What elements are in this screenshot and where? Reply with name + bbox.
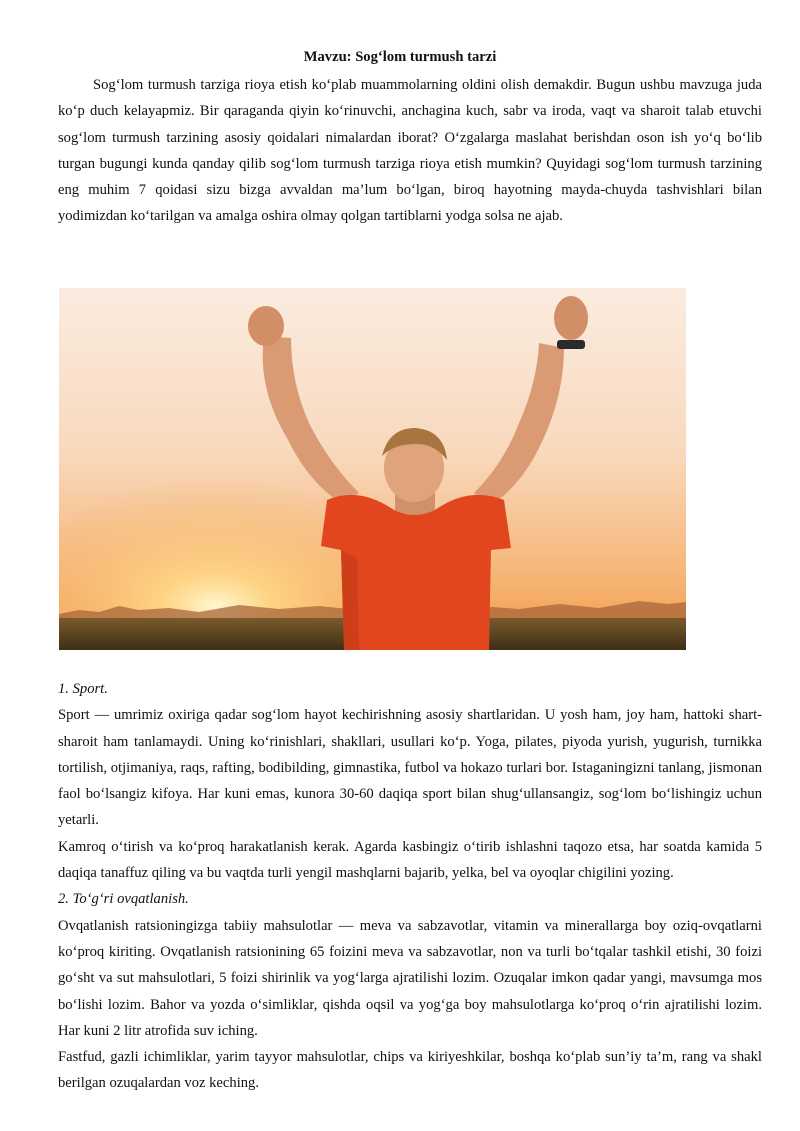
nutrition-paragraph-2: Fastfud, gazli ichimliklar, yarim tayyor mahsulotlar, chips va kiriyeshkilar, boshqa ko‘plab sun’iy ta’m, rang va shakl berilgan ozuqalardan voz keching. [58, 1049, 762, 1092]
document-title: Mavzu: Sog‘lom turmush tarzi [303, 49, 497, 65]
sport-paragraph-1: Sport — umrimiz oxiriga qadar sog‘lom hayot kechirishning asosiy shartlaridan. U yosh ham, joy ham, hattoki shart-sharoit ham tanlamaydi. Uning ko‘rinishlari, shakllari, usullari ko‘p. Yoga, pilates, piyoda yurish, yugurish, turnikka tortilish, otjimaniya, raqs, rafting, bodibilding, gimnastika, futbol va hokazo turlari bor. Istaganingizni tanlang, jismonan faol bo‘lsangiz kifoya. Har kuni emas, kunora 30-60 daqiqa sport bilan shug‘ullansangiz, sog‘lom bo‘lishingiz uchun yetarli. [58, 707, 762, 829]
section-heading-sport: 1. Sport. [58, 681, 108, 697]
section-heading-nutrition: 2. To‘g‘ri ovqatlanish. [58, 891, 189, 908]
sunset-photo [59, 288, 686, 650]
sport-paragraph-2: Kamroq o‘tirish va ko‘proq harakatlanish kerak. Agarda kasbingiz o‘tirib ishlashni taqozo etsa, har soatda kamida 5 daqiqa tanaffuz qiling va bu vaqtda turli yengil mashqlarni bajarib, yelka, bel va oyoqlar chigilini yozing. [58, 838, 762, 882]
intro-paragraph: Sog‘lom turmush tarziga rioya etish ko‘plab muammolarning oldini olish demakdir. Bugun ushbu mavzuga juda ko‘p duch kelayapmiz. Bir qaraganda qiyin ko‘rinuvchi, anchagina kuch, sabr va iroda, vaqt va sharoit talab etuvchi sog‘lom turmush tarzining asosiy qoidalari nimalardan iborat? O‘zgalarga maslahat berishdan oson ish yo‘q bo‘lib turgan bugungi kunda qanday qilib sog‘lom turmush tarziga rioya etish mumkin? Quyidagi sog‘lom turmush tarzining eng muhim 7 qoidasi sizu bizga avvaldan ma’lum bo‘lgan, biroq hayotning mayda-chuyda tashvishlari bilan yodimizdan ko‘tarilgan va amalga oshira olmay qolgan tartiblarni yodga solsa ne ajab. [58, 77, 762, 225]
document-body [58, 676, 762, 1097]
nutrition-paragraph-1: Ovqatlanish ratsioningizga tabiiy mahsulotlar — meva va sabzavotlar, vitamin va minerallarga boy oziq-ovqatlarni ko‘proq kiriting. Ovqatlanish ratsionining 65 foizini meva va sabzavotlar, non va turli bo‘tqalar tashkil etishi, 30 foizi go‘sht va sut mahsulotlari, 5 foizi shirinlik va yog‘larga ajratilishi lozim. Ozuqalar imkon qadar yangi, mavsumga mos bo‘lishi lozim. Bahor va yozda o‘simliklar, qishda oqsil va yog‘ga boy mahsulotlarga ko‘proq o‘rin ajratilishi lozim. Har kuni 2 litr atrofida suv iching. [58, 917, 762, 1039]
